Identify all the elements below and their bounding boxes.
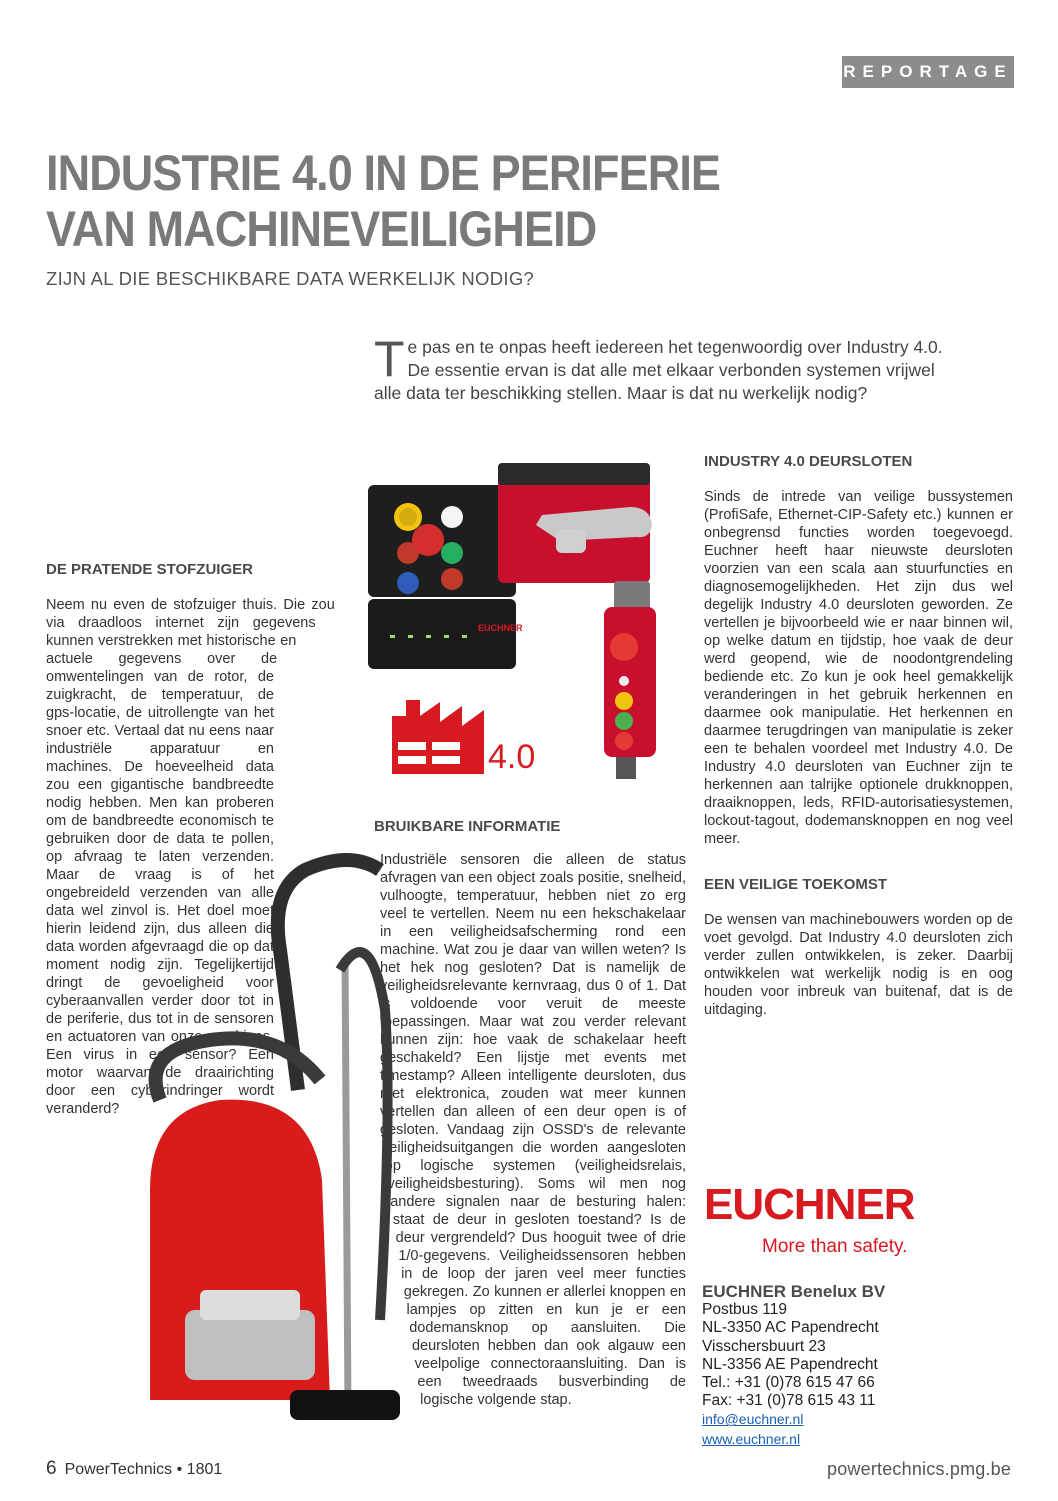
euchner-logo: EUCHNER [704, 1180, 915, 1229]
section-tag: REPORTAGE [842, 56, 1014, 88]
title-line-2: VAN MACHINEVEILIGHEID [46, 201, 597, 257]
footer-left [46, 1458, 222, 1480]
industry-label: 4.0 [488, 738, 536, 776]
vacuum-cleaner-image [130, 850, 400, 1450]
website-link[interactable]: www.euchner.nl [702, 1430, 801, 1447]
title-line-1: INDUSTRIE 4.0 IN DE PERIFERIE [46, 145, 721, 201]
contact-block [702, 1283, 885, 1449]
email-link[interactable]: info@euchner.nl [702, 1411, 804, 1428]
safety-switch-image [592, 577, 672, 782]
section-bruikbare [374, 818, 686, 1501]
section-text: Sinds de intrede van veilige bussystemen (ProfiSafe, Ethernet-CIP-Safety etc.) kunnen er onbegrensd functies worden toegevoegd. Euchner heeft haar nieuwste deursloten voorzien van een scala aan stuurfuncties en diagnosemogelijkheden. Het zijn dus wel degelijk Industry 4.0 deursloten geworden. Ze vertellen je bijvoorbeeld wie er naar binnen wil, op welke datum en tijdstip, hoe vaak de deur werd geopend, wie de noodontgrendeling bediende etc. Zo kun je ook heel gemakkelijk veranderingen in het gebruik herkennen en daarmee ook manipulatie. Het herkennen en daarmee terugdringen van manipulatie is zeker een te behalen voordeel met Industry 4.0. De Industry 4.0 deursloten van Euchner zijn te herkennen aan talrijke optionele drukknoppen, draaiknoppen, leds, RFID-autorisatiesystemen, lockout-tagout, dodemansknoppen en nog veel meer. [704, 489, 1013, 847]
section-heading: BRUIKBARE INFORMATIE [374, 818, 561, 835]
magazine-issue: PowerTechnics • 1801 [64, 1461, 223, 1478]
euchner-slogan: More than safety. [762, 1236, 908, 1257]
article-title [46, 145, 730, 257]
page-number: 6 [46, 1458, 57, 1479]
address-line: Visschersbuurt 23 [702, 1337, 826, 1355]
company-name: EUCHNER Benelux BV [702, 1282, 886, 1301]
section-deursloten [704, 453, 1013, 848]
section-body [374, 851, 686, 1409]
fax-line: Fax: +31 (0)78 615 43 11 [702, 1392, 876, 1410]
section-text: Neem nu even de stofzuiger thuis. Die zou via draadloos internet zijn gegevens kunnen verstrekken met historische en actuele gegevens over de omwentelingen van de rotor, de zuigkracht, de temperatuur, de gps-locatie, de uitrollengte van het snoer etc. Vertaal dat nu eens naar industriële apparatuur en machines. De hoeveelheid data zou een gigantische bandbreedte nodig hebben. Men kan proberen om de bandbreedte economisch te gebruiken door de data te pollen, op afvraag te laten verzenden. Maar de vraag is of het ongebreideld verzenden van alle data wel zinvol is. Het doel moet hierin leidend zijn, dus alleen die data worden afgevraagd die op dat moment nodig zijn. Tegelijkertijd dringt de gevoeligheid voor cyberaanvallen verder door tot in de periferie, dus tot in de sensoren en actuatoren van onze machines. Een virus in een sensor? Een motor waarvan de draairichting door een cyberindringer wordt veranderd? [46, 597, 335, 1117]
address-line: NL-3356 AE Papendrecht [702, 1355, 878, 1373]
section-heading: DE PRATENDE STOFZUIGER [46, 561, 253, 578]
section-toekomst [704, 876, 1013, 1019]
section-text: De wensen van machinebouwers worden op de voet gevolgd. Dat Industry 4.0 deursloten zich verder zullen ontwikkelen, is zeker. Daarbij ontwikkelen wat werkelijk nodig is en oog houden voor inbreuk van buitenaf, dat is de uitdaging. [704, 912, 1013, 1018]
phone-line: Tel.: +31 (0)78 615 47 66 [702, 1374, 875, 1392]
device-brand-label: EUCHNER [478, 623, 523, 633]
intro-paragraph [374, 331, 954, 405]
address-line: NL-3350 AC Papendrecht [702, 1319, 879, 1337]
section-heading: INDUSTRY 4.0 DEURSLOTEN [704, 453, 913, 470]
industry-4-icon [388, 694, 548, 780]
intro-text: e pas en te onpas heeft iedereen het tegenwoordig over Industry 4.0. De essentie ervan is dat alle met elkaar verbonden systemen vrijwel alle data ter beschikking stellen. Maar is dat nu werkelijk nodig? [374, 337, 943, 403]
section-heading: EEN VEILIGE TOEKOMST [704, 876, 888, 893]
footer-url[interactable]: powertechnics.pmg.be [827, 1459, 1012, 1479]
drop-cap: T [374, 331, 405, 387]
section-text: Industriële sensoren die alleen de status afvragen van een object zoals positie, snelheid, vulhoogte, temperatuur, hebben niet zo erg veel te vertellen. Neem nu een hekschakelaar in een veiligheidsafscherming rond een machine. Wat zou je daar van willen weten? Is het hek nog gesloten? Dat is namelijk de veiligheidsrelevante kernvraag, dus 0 of 1. Dat is voldoende voor veruit de meeste toepassingen. Maar wat zou verder relevant kunnen zijn: hoe vaak de schakelaar heeft geschakeld? Een lijstje met events met timestamp? Alleen intelligente deursloten, dus met elektronica, zouden wat meer kunnen vertellen dan alleen of een deur open is of gesloten. Vandaag zijn OSSD's de relevante veiligheidsuitgangen die worden aangesloten op logische systemen (veiligheidsrelais, veiligheidsbesturing). Soms wil men nog andere signalen naar de besturing halen: staat de deur in gesloten toestand? Is de deur vergrendeld? Dus hooguit twee of drie 1/0-gegevens. Veiligheidssensoren hebben in de loop der jaren veel meer functies gekregen. Zo kunnen er allerlei knoppen en lampjes op zitten en kun je er een dodemansknop op aansluiten. Die deursloten hebben dan ook algauw een veelpolige connectoraansluiting. Dan is een tweedraads busverbinding de logische volgende stap. [380, 852, 686, 1408]
article-subtitle: ZIJN AL DIE BESCHIKBARE DATA WERKELIJK NODIG? [46, 268, 535, 289]
address-line: Postbus 119 [702, 1301, 788, 1319]
